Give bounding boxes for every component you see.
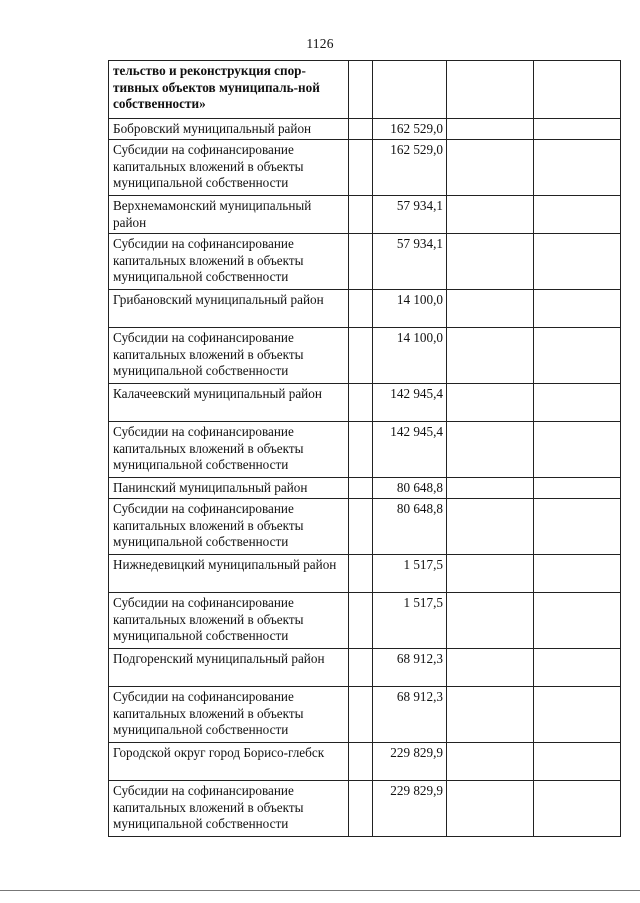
empty-cell (447, 593, 534, 649)
empty-cell (534, 422, 621, 478)
empty-cell (349, 384, 373, 422)
row-name: Грибановский муниципальный район (109, 290, 349, 328)
empty-cell (447, 781, 534, 837)
empty-cell (534, 593, 621, 649)
row-amount: 229 829,9 (373, 781, 447, 837)
empty-cell (447, 649, 534, 687)
row-name: Нижнедевицкий муниципальный район (109, 555, 349, 593)
empty-cell (447, 234, 534, 290)
empty-cell (534, 290, 621, 328)
empty-cell (349, 290, 373, 328)
page-number: 1126 (306, 36, 334, 51)
empty-cell (534, 234, 621, 290)
empty-cell (349, 422, 373, 478)
table-row (109, 196, 621, 234)
row-name: Субсидии на софинансирование капитальных вложений в объекты муниципальной собственности (109, 593, 349, 649)
empty-cell (349, 140, 373, 196)
table-row (109, 384, 621, 422)
row-name: Субсидии на софинансирование капитальных вложений в объекты муниципальной собственности (109, 499, 349, 555)
empty-cell (534, 478, 621, 499)
table-row (109, 119, 621, 140)
row-amount: 1 517,5 (373, 555, 447, 593)
empty-cell (349, 234, 373, 290)
empty-cell (349, 119, 373, 140)
empty-cell (534, 196, 621, 234)
empty-cell (447, 478, 534, 499)
footer-divider (0, 890, 640, 891)
empty-cell (349, 649, 373, 687)
budget-table (108, 60, 621, 837)
row-name (109, 61, 349, 119)
row-amount: 1 517,5 (373, 593, 447, 649)
empty-cell (534, 61, 621, 119)
table-row (109, 290, 621, 328)
empty-cell (534, 499, 621, 555)
row-amount: 80 648,8 (373, 478, 447, 499)
row-name: Подгоренский муниципальный район (109, 649, 349, 687)
empty-cell (447, 422, 534, 478)
row-name: Субсидии на софинансирование капитальных вложений в объекты муниципальной собственности (109, 328, 349, 384)
table-row (109, 422, 621, 478)
empty-cell (447, 687, 534, 743)
row-amount: 57 934,1 (373, 234, 447, 290)
table-row (109, 61, 621, 119)
table-row (109, 499, 621, 555)
empty-cell (534, 555, 621, 593)
empty-cell (534, 687, 621, 743)
table-row (109, 687, 621, 743)
empty-cell (447, 384, 534, 422)
table-row (109, 555, 621, 593)
row-name: Субсидии на софинансирование капитальных вложений в объекты муниципальной собственности (109, 140, 349, 196)
empty-cell (534, 384, 621, 422)
empty-cell (349, 196, 373, 234)
table-row (109, 649, 621, 687)
empty-cell (534, 649, 621, 687)
row-name: Субсидии на софинансирование капитальных вложений в объекты муниципальной собственности (109, 422, 349, 478)
row-name: Калачеевский муниципальный район (109, 384, 349, 422)
table-row (109, 140, 621, 196)
table-row (109, 781, 621, 837)
empty-cell (447, 61, 534, 119)
row-amount (373, 61, 447, 119)
empty-cell (349, 478, 373, 499)
empty-cell (534, 140, 621, 196)
row-amount: 142 945,4 (373, 384, 447, 422)
empty-cell (534, 119, 621, 140)
row-amount: 14 100,0 (373, 290, 447, 328)
empty-cell (349, 593, 373, 649)
empty-cell (447, 196, 534, 234)
table-row (109, 478, 621, 499)
row-amount: 162 529,0 (373, 140, 447, 196)
row-name: Верхнемамонский муниципальный район (109, 196, 349, 234)
table-row (109, 234, 621, 290)
row-amount: 57 934,1 (373, 196, 447, 234)
empty-cell (534, 781, 621, 837)
row-name: Панинский муниципальный район (109, 478, 349, 499)
empty-cell (447, 743, 534, 781)
row-name: Субсидии на софинансирование капитальных вложений в объекты муниципальной собственности (109, 687, 349, 743)
row-amount: 80 648,8 (373, 499, 447, 555)
empty-cell (534, 743, 621, 781)
row-amount: 142 945,4 (373, 422, 447, 478)
empty-cell (447, 140, 534, 196)
row-amount: 229 829,9 (373, 743, 447, 781)
empty-cell (349, 328, 373, 384)
table-row (109, 593, 621, 649)
row-name: Городской округ город Борисо-глебск (109, 743, 349, 781)
row-name: Бобровский муниципальный район (109, 119, 349, 140)
row-amount: 68 912,3 (373, 687, 447, 743)
row-name: Субсидии на софинансирование капитальных вложений в объекты муниципальной собственности (109, 781, 349, 837)
empty-cell (349, 61, 373, 119)
table-row (109, 743, 621, 781)
row-amount: 68 912,3 (373, 649, 447, 687)
empty-cell (349, 743, 373, 781)
row-amount: 162 529,0 (373, 119, 447, 140)
row-name-text: тельство и реконструкция спор-тивных объектов муниципаль-ной собственности» (113, 63, 320, 111)
empty-cell (534, 328, 621, 384)
empty-cell (349, 555, 373, 593)
table-row (109, 328, 621, 384)
empty-cell (349, 781, 373, 837)
row-amount: 14 100,0 (373, 328, 447, 384)
empty-cell (447, 555, 534, 593)
empty-cell (349, 687, 373, 743)
empty-cell (447, 119, 534, 140)
empty-cell (447, 290, 534, 328)
empty-cell (447, 328, 534, 384)
empty-cell (447, 499, 534, 555)
row-name: Субсидии на софинансирование капитальных вложений в объекты муниципальной собственности (109, 234, 349, 290)
empty-cell (349, 499, 373, 555)
